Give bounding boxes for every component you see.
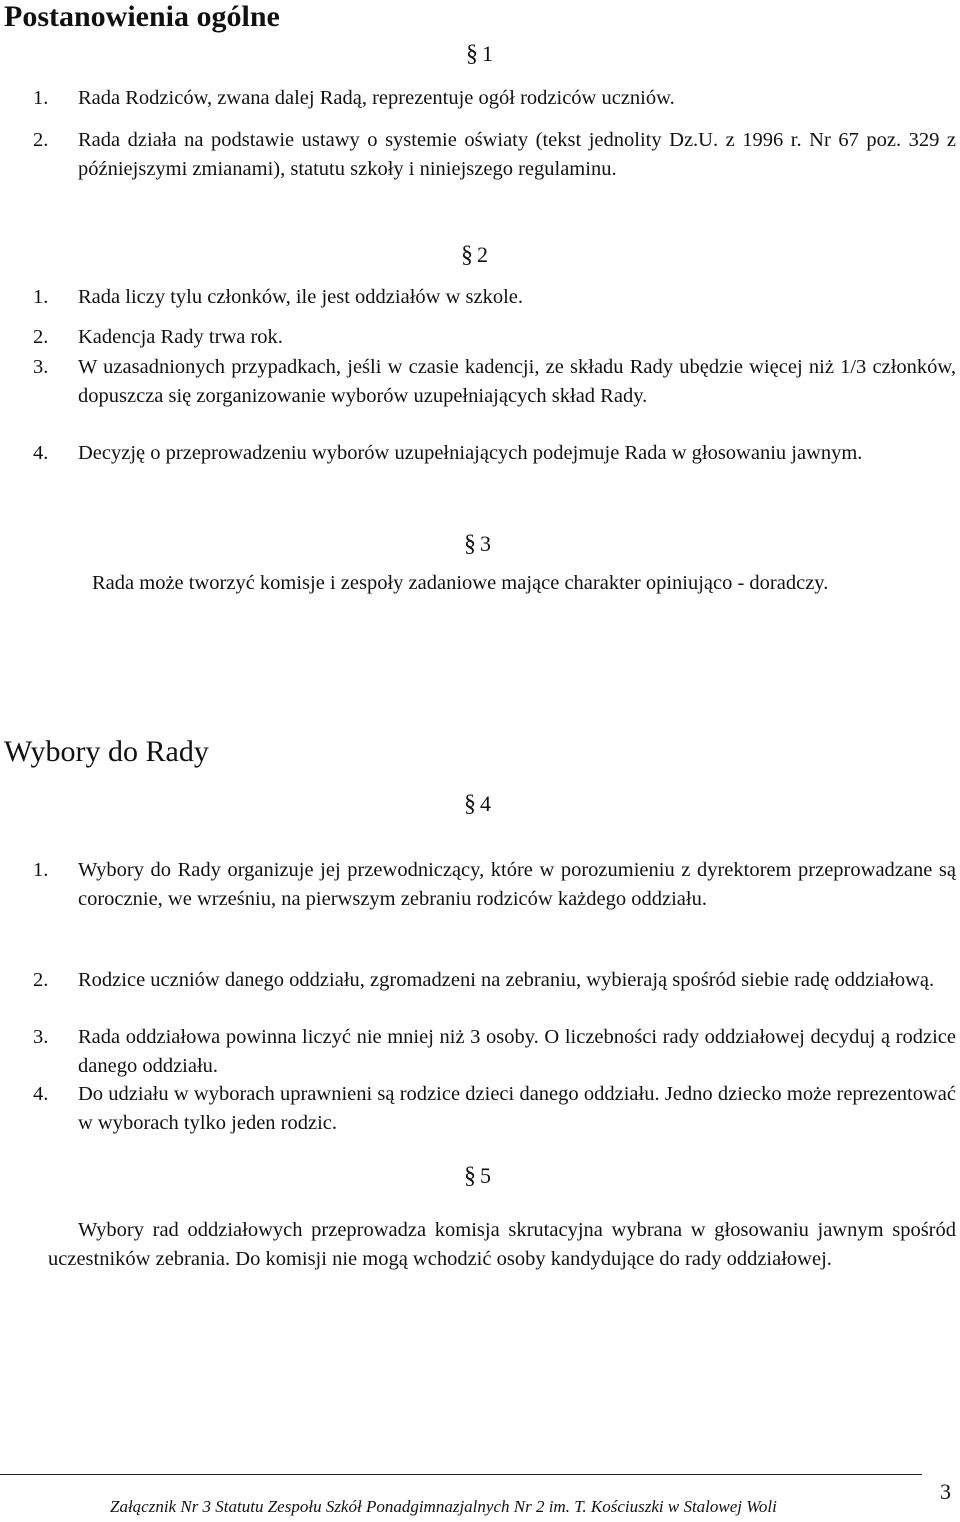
section-symbol: § — [464, 531, 476, 557]
page-number: 3 — [940, 1479, 951, 1504]
item-text: Do udziału w wyborach uprawnieni są rodzice dzieci danego oddziału. Jedno dziecko może reprezentować w wyborach tylko jeden rodzic. — [78, 1083, 956, 1134]
footer-divider — [0, 1474, 922, 1475]
item-number: 2. — [33, 326, 49, 348]
item-text: W uzasadnionych przypadkach, jeśli w czasie kadencji, ze składu Rady ubędzie więcej niż 1/3 członków, dopuszcza się zorganizowanie wyborów uzupełniających skład Rady. — [78, 356, 956, 407]
item-text: Rada Rodziców, zwana dalej Radą, reprezentuje ogół rodziców uczniów. — [78, 87, 675, 109]
item-number: 3. — [33, 356, 49, 378]
section-symbol: § — [461, 242, 473, 268]
paragraph-mark-3 — [464, 532, 491, 556]
section-heading-wybory: Wybory do Rady — [4, 735, 209, 768]
footer-text: Załącznik Nr 3 Statutu Zespołu Szkół Ponadgimnazjalnych Nr 2 im. T. Kościuszki w Stalowej Woli — [110, 1497, 777, 1516]
item-number: 2. — [33, 129, 49, 151]
paragraph-number: 2 — [477, 242, 488, 267]
item-number: 1. — [33, 87, 49, 109]
item-number: 4. — [33, 442, 49, 464]
section-symbol: § — [466, 41, 478, 67]
paragraph-number: 1 — [482, 41, 493, 66]
paragraph-text: Rada może tworzyć komisje i zespoły zadaniowe mające charakter opiniująco - doradczy. — [92, 572, 829, 594]
section-symbol: § — [464, 791, 476, 817]
item-text: Rada oddziałowa powinna liczyć nie mniej niż 3 osoby. O liczebności rady oddziałowej decyduj ą rodzice danego oddziału. — [78, 1026, 956, 1077]
paragraph-number: 5 — [480, 1163, 491, 1188]
paragraph-mark-4 — [464, 792, 491, 816]
item-number: 2. — [33, 969, 49, 991]
item-text: Rada działa na podstawie ustawy o systemie oświaty (tekst jednolity Dz.U. z 1996 r. Nr 67 poz. 329 z późniejszymi zmianami), statutu szkoły i niniejszego regulaminu. — [78, 129, 956, 180]
paragraph-text: Wybory rad oddziałowych przeprowadza komisja skrutacyjna wybrana w głosowaniu jawnym spośród uczestników zebrania. Do komisji nie mogą wchodzić osoby kandydujące do rady oddziałowej. — [48, 1219, 956, 1270]
paragraph-mark-2 — [461, 243, 488, 267]
item-text: Decyzję o przeprowadzeniu wyborów uzupełniających podejmuje Rada w głosowaniu jawnym. — [78, 442, 863, 464]
section-symbol: § — [464, 1163, 476, 1189]
paragraph-number: 4 — [480, 791, 491, 816]
item-number: 3. — [33, 1026, 49, 1048]
item-text: Kadencja Rady trwa rok. — [78, 326, 283, 348]
item-text: Wybory do Rady organizuje jej przewodniczący, które w porozumieniu z dyrektorem przeprowadzane są corocznie, we wrześniu, na pierwszym zebraniu rodziców każdego oddziału. — [78, 859, 956, 910]
paragraph-mark-1 — [466, 42, 493, 66]
paragraph-number: 3 — [480, 531, 491, 556]
item-number: 4. — [33, 1083, 49, 1105]
item-number: 1. — [33, 286, 49, 308]
item-text: Rodzice uczniów danego oddziału, zgromadzeni na zebraniu, wybierają spośród siebie radę oddziałową. — [78, 969, 935, 991]
item-text: Rada liczy tylu członków, ile jest oddziałów w szkole. — [78, 286, 523, 308]
section-heading-postanowienia: Postanowienia ogólne — [4, 0, 280, 33]
paragraph-mark-5 — [464, 1164, 491, 1188]
item-number: 1. — [33, 859, 49, 881]
